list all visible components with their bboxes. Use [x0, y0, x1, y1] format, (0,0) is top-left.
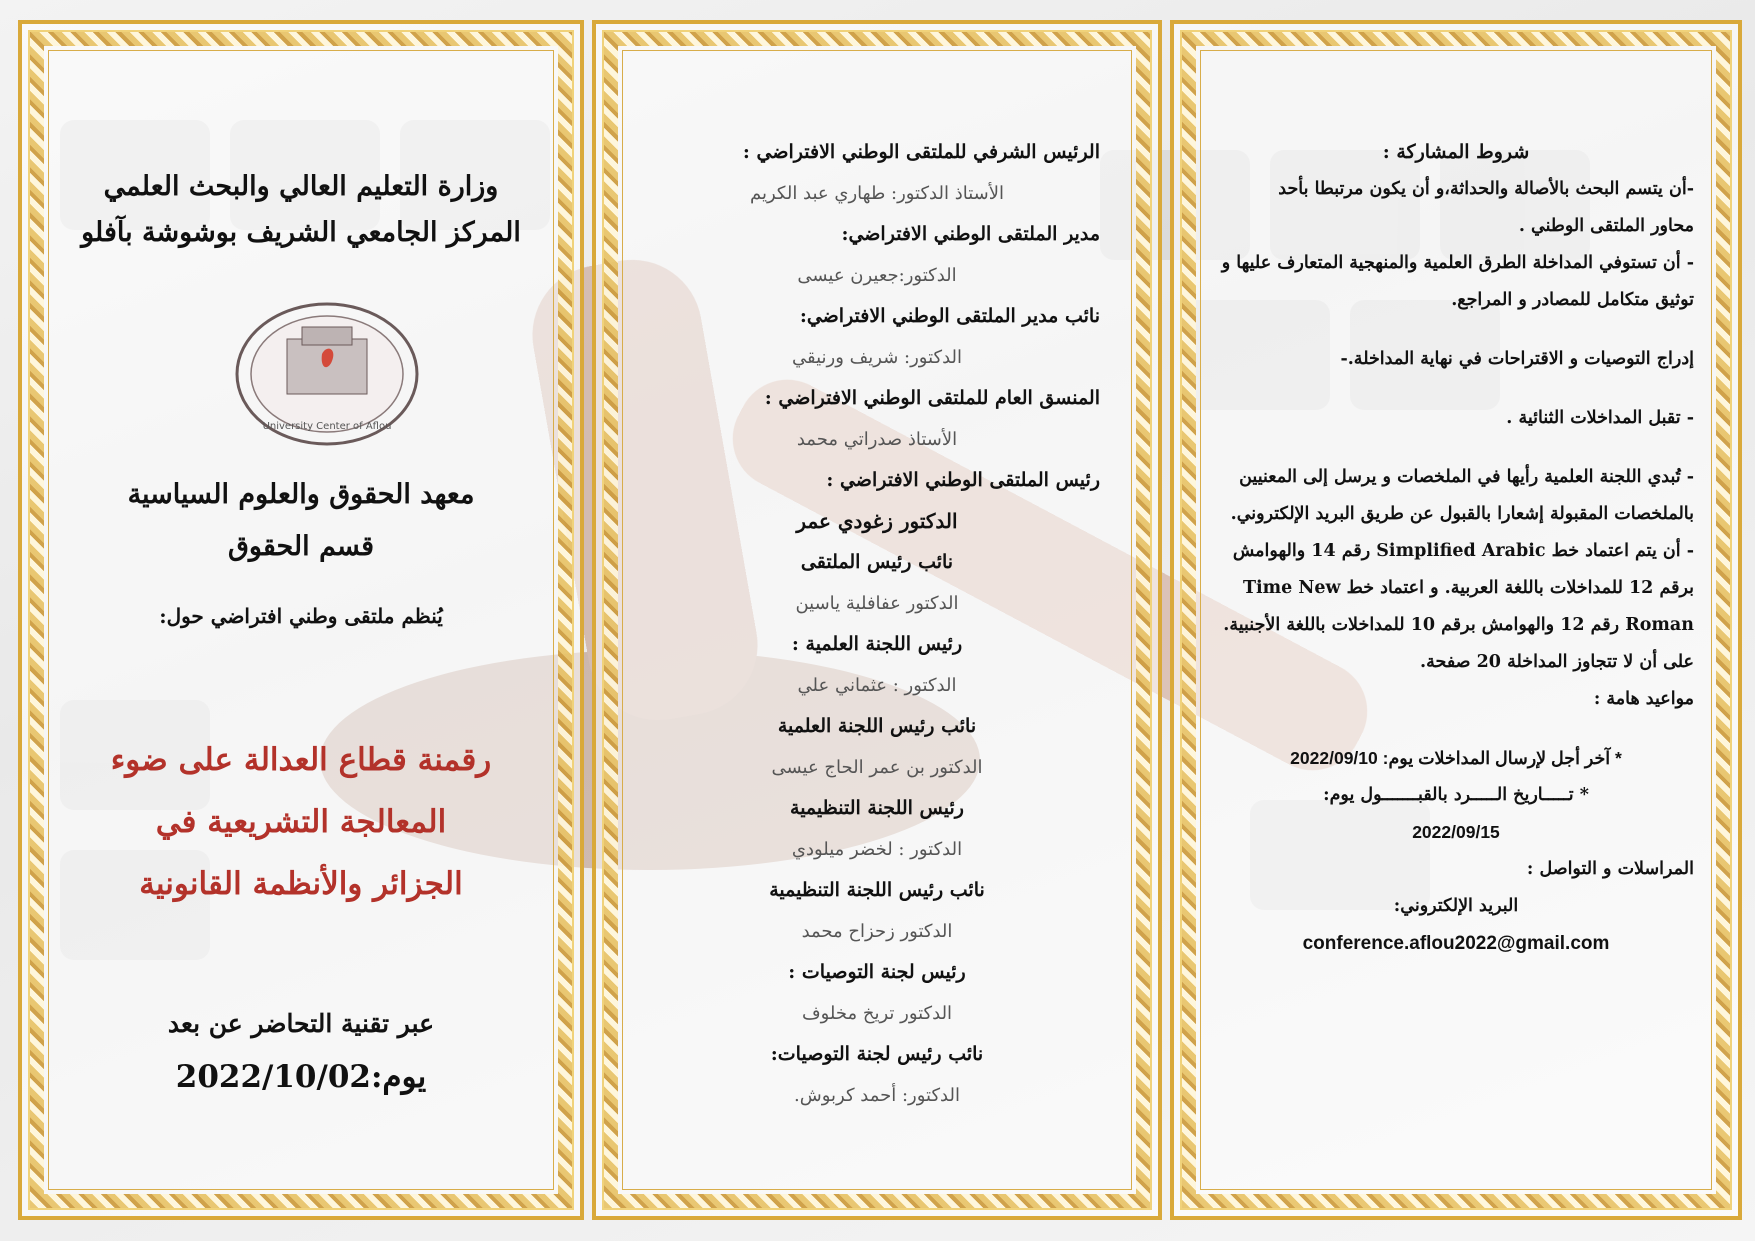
- submission-deadline: * آخر أجل لإرسال المداخلات يوم: 2022/09/10: [1290, 748, 1622, 768]
- acceptance-date: 2022/09/15: [1412, 822, 1500, 842]
- university-center-name: المركز الجامعي الشريف بوشوشة بآفلو: [81, 217, 521, 248]
- committee-role: رئيس اللجنة التنظيمية: [790, 797, 964, 819]
- committee-member: الدكتور : عثماني علي: [797, 675, 957, 696]
- theme-line-1: رقمنة قطاع العدالة على ضوء: [110, 742, 492, 778]
- committee-role: مدير الملتقى الوطني الافتراضي:: [841, 223, 1100, 245]
- conditions-panel: [1170, 20, 1742, 1220]
- cover-panel: [18, 20, 584, 1220]
- condition-4: - تقبل المداخلات الثنائية .: [1506, 408, 1694, 428]
- important-dates-title: مواعيد هامة :: [1593, 689, 1694, 709]
- committee-member: الأستاذ صدراتي محمد: [796, 429, 958, 450]
- condition-1b: محاور الملتقى الوطني .: [1518, 216, 1694, 236]
- committee-member: الأستاذ الدكتور: طهاري عبد الكريم: [749, 183, 1004, 204]
- committee-member: الدكتور : لخضر ميلودي: [791, 839, 963, 860]
- committee-member: الدكتور تريخ مخلوف: [801, 1003, 953, 1024]
- condition-6c: Roman رقم 12 والهوامش برقم 10 للمداخلات باللغة الأجنبية.: [1223, 615, 1694, 635]
- committee-role: نائب رئيس اللجنة التنظيمية: [769, 879, 985, 901]
- committee-role: رئيس اللجنة العلمية :: [791, 633, 963, 655]
- committee-member: الدكتور:جعيرن عيسى: [797, 265, 957, 286]
- participation-conditions: [1218, 134, 1694, 962]
- committee-member: الدكتور عفافلية ياسين: [795, 593, 959, 614]
- university-logo: [232, 299, 422, 449]
- ministry-name: وزارة التعليم العالي والبحث العلمي: [103, 171, 499, 202]
- theme-line-3: الجزائر والأنظمة القانونية: [139, 866, 463, 902]
- committee-role: نائب رئيس لجنة التوصيات:: [770, 1043, 984, 1065]
- department-name: قسم الحقوق: [227, 531, 375, 562]
- committee-role: نائب رئيس اللجنة العلمية: [777, 715, 977, 737]
- acceptance-label: * تـــــاريخ الـــــرد بالقبـــــــول يوم:: [1323, 785, 1589, 805]
- committee-role: المنسق العام للملتقى الوطني الافتراضي :: [764, 387, 1100, 409]
- committee-role: رئيس لجنة التوصيات :: [788, 961, 966, 983]
- conditions-title: شروط المشاركة :: [1382, 141, 1530, 163]
- condition-5b: بالملخصات المقبولة إشعارا بالقبول عن طريق البريد الإلكتروني.: [1230, 504, 1694, 524]
- institute-name: معهد الحقوق والعلوم السياسية: [127, 479, 475, 510]
- organizes-text: يُنظم ملتقى وطني افتراضي حول:: [159, 604, 443, 628]
- committee-member: الدكتور: شريف ورنيقي: [791, 347, 963, 368]
- condition-6b: برقم 12 للمداخلات باللغة العربية. و اعتماد خط Time New: [1242, 578, 1694, 598]
- condition-3: إدراج التوصيات و الاقتراحات في نهاية المداخلة.-: [1340, 349, 1694, 369]
- contact-title: المراسلات و التواصل :: [1526, 859, 1694, 879]
- committee-member: الدكتور بن عمر الحاج عيسى: [771, 757, 983, 778]
- email-link[interactable]: conference.aflou2022@gmail.com: [1302, 933, 1610, 954]
- condition-1a: -أن يتسم البحث بالأصالة والحداثة،و أن يكون مرتبطا بأحد: [1278, 179, 1694, 199]
- condition-2b: توثيق متكامل للمصادر و المراجع.: [1451, 290, 1694, 310]
- day-date: 2022/10/02: [175, 1059, 371, 1095]
- logo-caption: University Center of Aflou: [262, 421, 392, 432]
- committee-role: نائب مدير الملتقى الوطني الافتراضي:: [799, 305, 1100, 327]
- day-label: يوم:: [370, 1059, 427, 1095]
- ministry-heading: [72, 164, 530, 256]
- committee-role: نائب رئيس الملتقى: [800, 551, 954, 573]
- institute-heading: [72, 469, 530, 573]
- theme-line-2: المعالجة التشريعية في: [155, 804, 447, 840]
- committee-role: رئيس الملتقى الوطني الافتراضي :: [826, 469, 1100, 491]
- committee-list: [646, 132, 1108, 1116]
- remote-mode-text: عبر تقنية التحاضر عن بعد: [167, 1009, 435, 1038]
- email-label: البريد الإلكتروني:: [1393, 896, 1519, 916]
- committee-member: الدكتور: أحمد كربوش.: [794, 1085, 960, 1106]
- committee-role: الرئيس الشرفي للملتقى الوطني الافتراضي :: [742, 141, 1100, 163]
- committee-member: الدكتور زحزاح محمد: [801, 921, 953, 942]
- conference-theme: [62, 729, 540, 915]
- conference-date: [72, 1059, 530, 1095]
- condition-6d: على أن لا تتجاوز المداخلة 20 صفحة.: [1420, 652, 1694, 672]
- committee-panel: [592, 20, 1162, 1220]
- condition-2a: - أن تستوفي المداخلة الطرق العلمية والمنهجية المتعارف عليها و: [1221, 253, 1694, 273]
- committee-member: الدكتور زغودي عمر: [796, 509, 958, 533]
- condition-5a: - تُبدي اللجنة العلمية رأيها في الملخصات و يرسل إلى المعنيين: [1239, 467, 1694, 487]
- condition-6a: - أن يتم اعتماد خط Simplified Arabic رقم 14 والهوامش: [1232, 541, 1694, 561]
